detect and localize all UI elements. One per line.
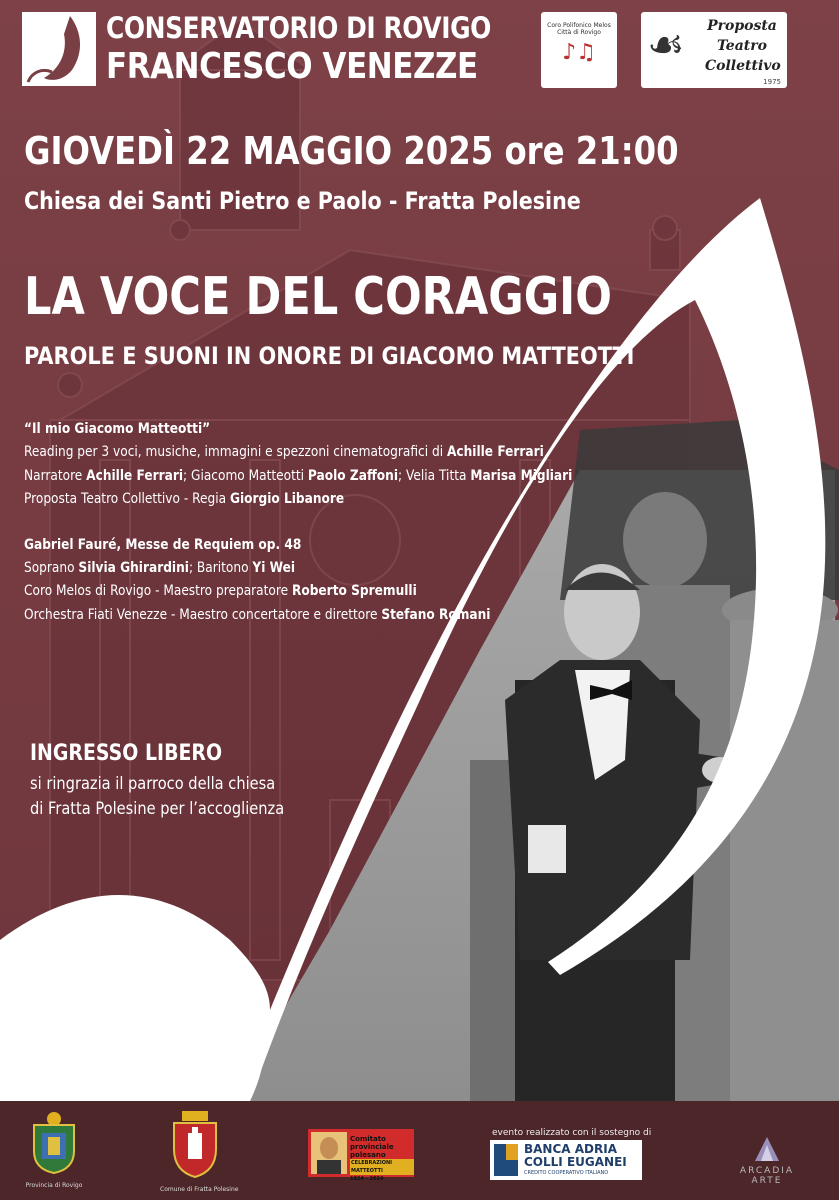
conservatory-logo-icon (22, 12, 96, 86)
conservatory-name-line1: CONSERVATORIO DI ROVIGO (106, 11, 491, 45)
comitato-text: Comitato provinciale polesano CELEBRAZIONI MATTEOTTI 1924 - 2024 (350, 1135, 414, 1183)
arcadia-arte-logo: ARCADIA ARTE (722, 1136, 812, 1186)
thanks-note: si ringrazia il parroco della chiesa di Fratta Polesine per l’accoglienza (30, 774, 285, 819)
requiem-line1: Soprano Silvia Ghirardini; Baritono Yi Wei (24, 560, 296, 577)
music-note-icon: ♪♫ (562, 40, 596, 65)
coro-melos-logo (541, 12, 617, 88)
reading-line3: Proposta Teatro Collettivo - Regia Giorgio Libanore (24, 491, 345, 508)
coro-melos-logo-text: Coro Polifonico Melos Città di Rovigo (547, 22, 611, 36)
event-title: LA VOCE DEL CORAGGIO (24, 267, 612, 327)
banca-tagline: CREDITO COOPERATIVO ITALIANO (524, 1170, 609, 1176)
program-details (24, 418, 650, 627)
free-admission-label: INGRESSO LIBERO (30, 741, 223, 766)
proposta-teatro-logo-text: Proposta Teatro Collettivo (705, 18, 781, 74)
comune-fratta-logo: Comune di Fratta Polesine (160, 1109, 230, 1193)
sponsor-footer (0, 1101, 839, 1200)
event-venue: Chiesa dei Santi Pietro e Paolo - Fratta Polesine (24, 187, 581, 215)
banca-adria-logo (490, 1140, 642, 1180)
sponsor-caption: evento realizzato con il sostegno di (492, 1128, 652, 1138)
reading-title: “Il mio Giacomo Matteotti” (24, 421, 211, 437)
banca-square-icon (494, 1144, 518, 1176)
provincia-crest-icon (28, 1111, 80, 1175)
conservatory-name (106, 10, 491, 88)
comitato-matteotti-logo (308, 1129, 414, 1182)
requiem-line3: Orchestra Fiati Venezze - Maestro concertatore e direttore Stefano Romani (24, 606, 491, 623)
reading-line2: Narratore Achille Ferrari; Giacomo Matteotti Paolo Zaffoni; Velia Titta Marisa Migliari (24, 467, 573, 484)
event-subtitle: PAROLE E SUONI IN ONORE DI GIACOMO MATTEOTTI (24, 342, 635, 370)
matteotti-portrait-icon (311, 1132, 347, 1174)
conservatory-name-line2: FRANCESCO VENEZZE (106, 46, 478, 87)
banca-name: BANCA ADRIA COLLI EUGANEI (524, 1142, 627, 1169)
provincia-rovigo-logo: Provincia di Rovigo (22, 1111, 86, 1189)
event-date-time: GIOVEDÌ 22 MAGGIO 2025 ore 21:00 (24, 129, 679, 173)
proposta-teatro-logo (641, 12, 787, 88)
arcadia-triangle-icon (754, 1136, 780, 1162)
proposta-teatro-year: 1975 (763, 78, 781, 86)
requiem-line2: Coro Melos di Rovigo - Maestro preparatore Roberto Spremulli (24, 583, 417, 600)
reclining-figure-icon: ☙ (647, 20, 685, 69)
comune-crest-icon (168, 1109, 222, 1179)
requiem-title: Gabriel Fauré, Messe de Requiem op. 48 (24, 536, 302, 553)
reading-line1: Reading per 3 voci, musiche, immagini e spezzoni cinematografici di Achille Ferrari (24, 444, 544, 461)
